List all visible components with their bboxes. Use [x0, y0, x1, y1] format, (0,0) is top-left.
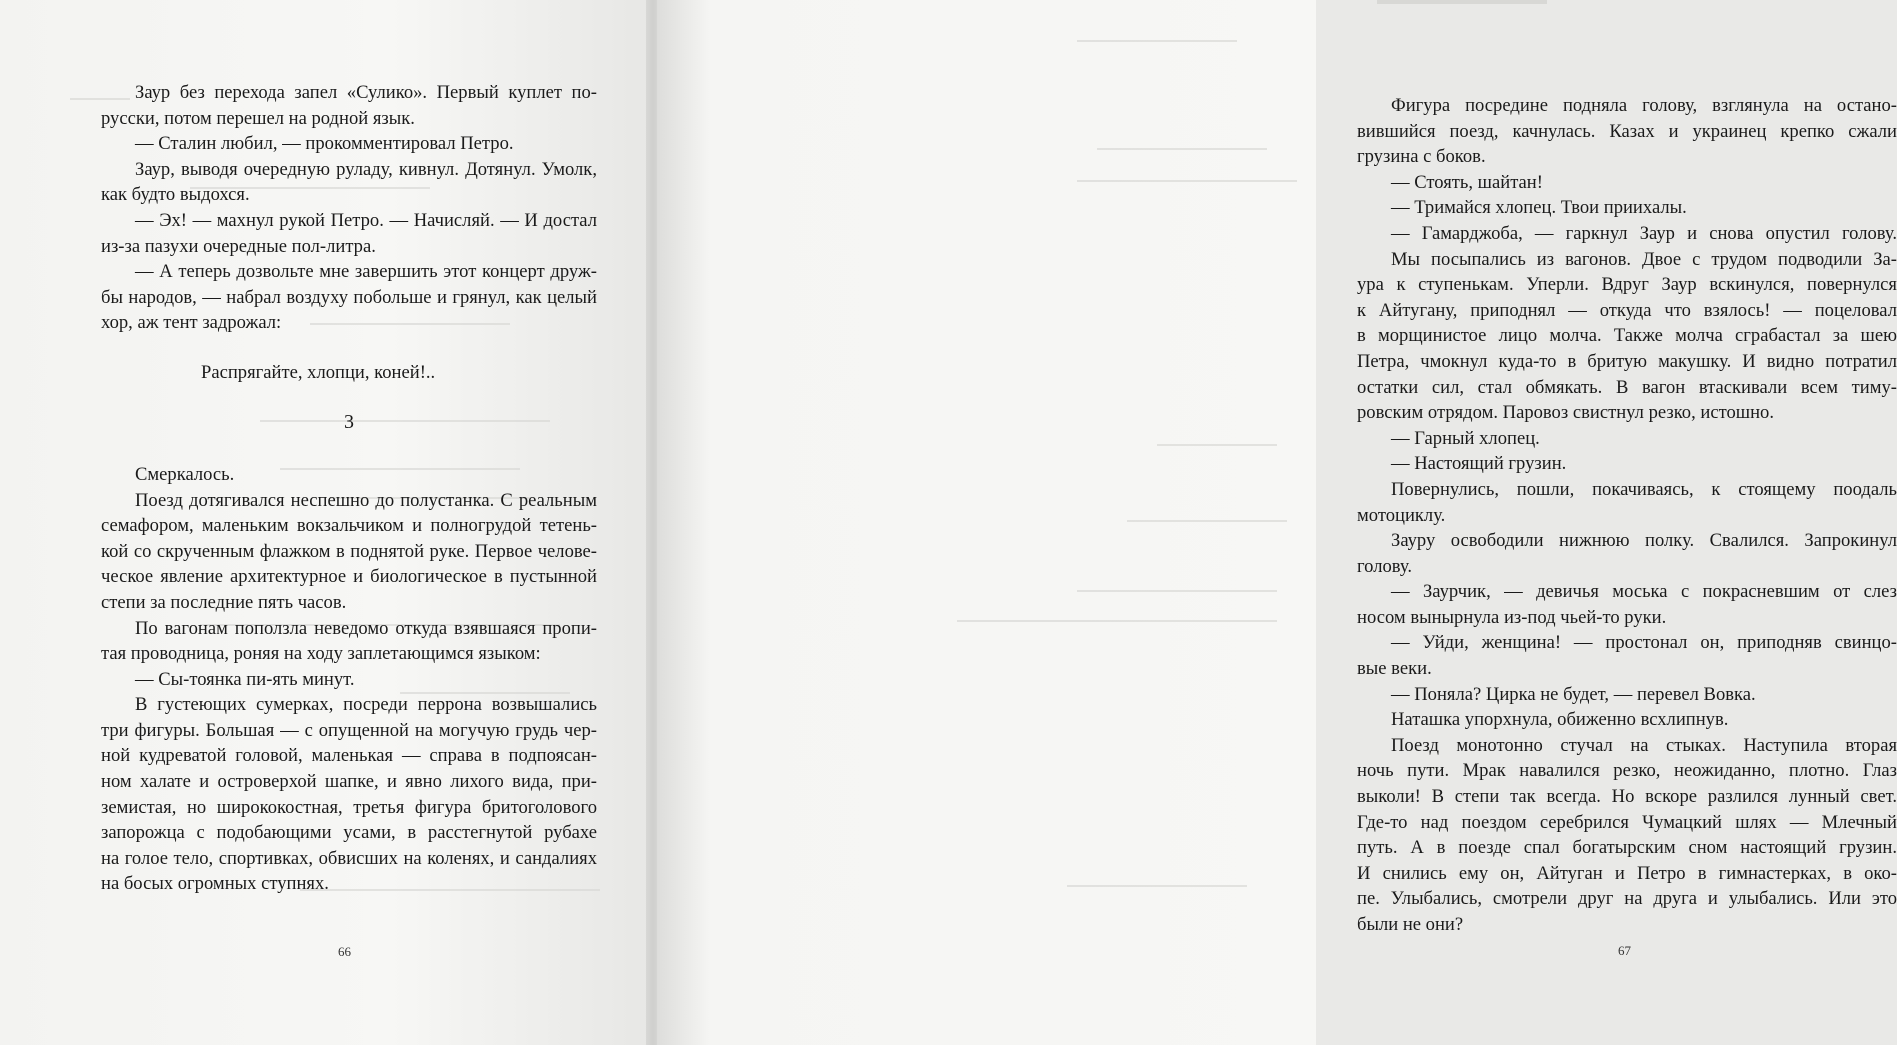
- text-line: были не они?: [1357, 914, 1464, 935]
- text-line: — Поняла? Цирка не будет, — перевел Вовка.: [1391, 683, 1756, 705]
- text-line: — Стоять, шайтан!: [1391, 171, 1543, 193]
- text-line: — Гарный хлопец.: [1391, 427, 1540, 449]
- text-line: В густеющих сумерках, посреди перрона возвышались: [135, 694, 597, 716]
- text-line: — Заурчик, — девичья моська с покрасневшим от слез: [1391, 581, 1897, 603]
- text-line: — Эх! — махнул рукой Петро. — Начисляй. — И достал: [135, 209, 597, 231]
- chapter-number: 3: [344, 410, 354, 433]
- text-line: ной кудреватой головой, маленькая — справа в подпоясан-: [101, 745, 597, 767]
- text-line: кой со скрученным флажком в поднятой руке. Первое челове-: [101, 540, 597, 562]
- text-line: Смеркалось.: [135, 463, 235, 485]
- text-line: Поезд дотягивался неспешно до полустанка. С реальным: [135, 489, 597, 511]
- text-line: — Уйди, женщина! — простонал он, приподняв свинцо-: [1391, 632, 1897, 654]
- text-line: ровским отрядом. Паровоз свистнул резко, истошно.: [1357, 402, 1774, 424]
- text-line: хор, аж тент задрожал:: [101, 312, 282, 334]
- text-line: вившийся поезд, качнулась. Казах и украинец крепко сжали: [1357, 120, 1897, 142]
- text-line: пе. Улыбались, смотрели друг на друга и улыбались. Или это: [1357, 888, 1897, 910]
- text-line: — Тримайся хлопец. Твои приихалы.: [1391, 197, 1687, 219]
- text-line: выколи! В степи так всегда. Но вскоре разлился лунный свет.: [1357, 786, 1897, 808]
- text-line: Где-то над поездом серебрился Чумацкий шлях — Млечный: [1357, 811, 1897, 833]
- text-line: путь. А в поезде спал богатырским сном настоящий грузин.: [1357, 837, 1897, 859]
- text-line: ческое явление архитектурное и биологическое в пустынной: [101, 566, 597, 588]
- text-line: мотоциклу.: [1357, 504, 1446, 526]
- text-line: как будто выдохся.: [101, 184, 250, 206]
- right-page: [657, 0, 1897, 1045]
- text-line: бы народов, — набрал воздуху побольше и грянул, как целый: [101, 286, 597, 308]
- text-line: Повернулись, пошли, покачиваясь, к стоящему поодаль: [1391, 478, 1897, 500]
- text-line: грузина с боков.: [1357, 146, 1486, 168]
- text-line: Заур без перехода запел «Сулико». Первый куплет по-: [135, 82, 597, 103]
- text-line: из-за пазухи очередные пол-литра.: [101, 235, 376, 257]
- right-page-text: [1357, 93, 1897, 938]
- text-line: остатки сил, стал обмякать. В вагон втаскивали всем тиму-: [1357, 376, 1897, 398]
- text-line: запорожца с подобающими усами, в расстегнутой рубахе: [101, 822, 597, 844]
- text-line: к Айтугану, приподнял — откуда что взялось! — поцеловал: [1357, 299, 1897, 321]
- text-line: — Сталин любил, — прокомментировал Петро.: [135, 133, 514, 155]
- page-number-right: 67: [1618, 943, 1631, 958]
- text-line: Наташка упорхнула, обиженно всхлипнув.: [1391, 709, 1729, 731]
- text-line: вые веки.: [1357, 658, 1432, 680]
- text-line: степи за последние пять часов.: [101, 591, 347, 613]
- text-line: Поезд монотонно стучал на стыках. Наступила вторая: [1391, 734, 1897, 756]
- text-line: — А теперь дозвольте мне завершить этот концерт друж-: [135, 261, 597, 283]
- left-page-text: [101, 80, 597, 897]
- text-line: — Сы-тоянка пи-ять минут.: [135, 668, 355, 690]
- text-line: ура к ступенькам. Уперли. Вдруг Заур вскинулся, повернулся: [1357, 274, 1897, 296]
- text-line: земистая, но ширококостная, третья фигура бритоголового: [101, 796, 597, 818]
- page-number-left: 66: [338, 944, 351, 959]
- text-line: носом вынырнула из-под чьей-то руки.: [1357, 606, 1667, 628]
- text-line: — Гамарджоба, — гаркнул Заур и снова опустил голову.: [1391, 222, 1897, 244]
- text-line: И снились ему он, Айтуган и Петро в гимнастерках, в око-: [1357, 862, 1897, 884]
- text-line: Фигура посредине подняла голову, взглянула на остано-: [1391, 95, 1897, 116]
- text-line: три фигуры. Большая — с опущенной на могучую грудь чер-: [101, 719, 597, 741]
- text-line: тая проводница, роняя на ходу заплетающимся языком:: [101, 643, 541, 665]
- text-line: ночь пути. Мрак навалился резко, неожиданно, плотно. Глаз: [1357, 760, 1897, 782]
- text-line: Мы посыпались из вагонов. Двое с трудом подводили За-: [1391, 248, 1897, 270]
- text-line: ном халате и островерхой шапке, и явно лихого вида, при-: [101, 771, 597, 793]
- text-line: русски, потом перешел на родной язык.: [101, 107, 415, 129]
- text-line: на голое тело, спортивках, обвисших на коленях, и сандалиях: [101, 847, 597, 869]
- verse-line: Распрягайте, хлопци, коней!..: [201, 361, 436, 383]
- text-line: голову.: [1357, 555, 1413, 577]
- text-line: Петра, чмокнул куда-то в бритую макушку. И видно потратил: [1357, 350, 1897, 372]
- text-line: в морщинистое лицо молча. Также молча сграбастал за шею: [1357, 325, 1897, 347]
- left-page: [0, 0, 652, 1045]
- text-line: — Настоящий грузин.: [1391, 453, 1567, 475]
- text-line: Заур, выводя очередную руладу, кивнул. Дотянул. Умолк,: [135, 158, 597, 180]
- text-line: на босых огромных ступнях.: [101, 873, 329, 895]
- text-line: Зауру освободили нижнюю полку. Свалился. Запрокинул: [1391, 530, 1897, 552]
- top-edge-strip: [1377, 0, 1547, 4]
- text-line: По вагонам поползла неведомо откуда взявшаяся пропи-: [135, 617, 597, 639]
- text-line: семафором, маленьким вокзальчиком и полногрудой тетень-: [101, 515, 597, 537]
